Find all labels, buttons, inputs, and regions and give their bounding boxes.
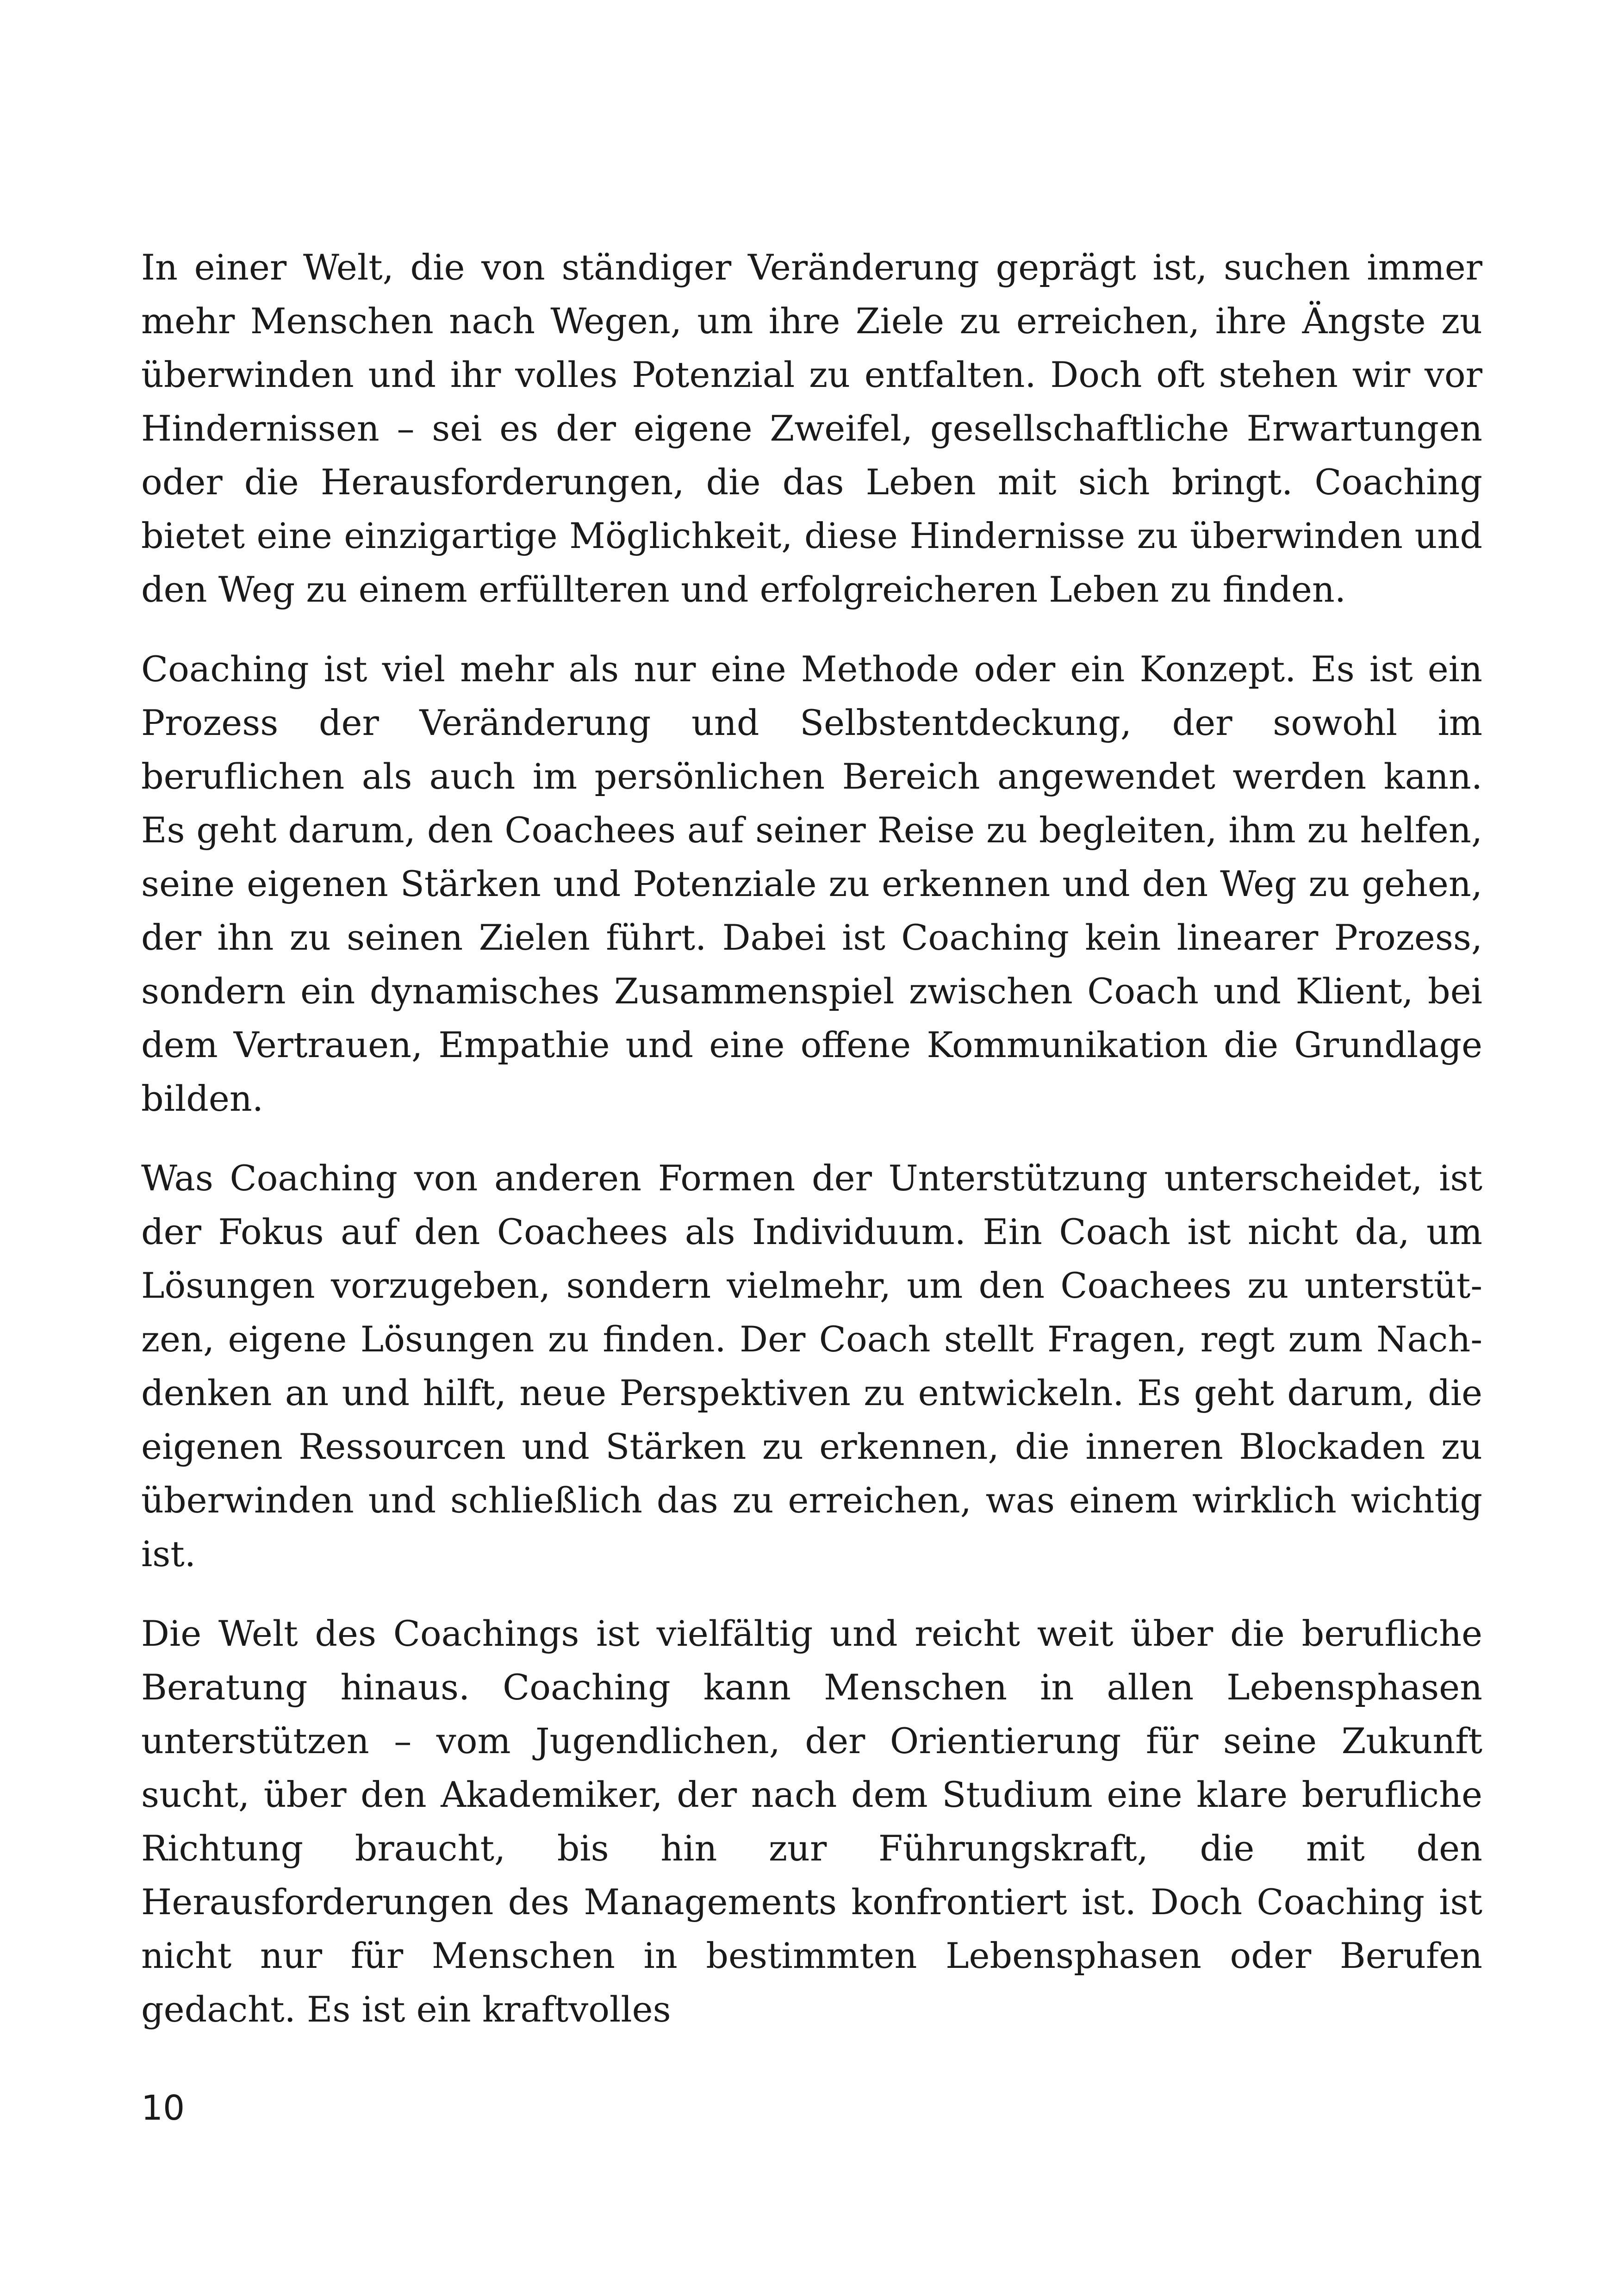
paragraph-2: Coaching ist viel mehr als nur eine Methode oder ein Konzept. Es ist ein Prozess der Veränderung und Selbstentdeckung, der sowohl im beruflichen als auch im persönlichen Bereich angewendet werden kann. Es geht darum, den Coachees auf seiner Reise zu begleiten, ihm zu helfen, seine eigenen Stärken und Potenziale zu erkennen und den Weg zu gehen, der ihn zu seinen Zielen führt. Dabei ist Coaching kein linearer Prozess, sondern ein dynamisches Zusammenspiel zwischen Coach und Klient, bei dem Vertrauen, Empathie und eine offene Kommunikation die Grundlage bilden. xyxy=(141,648,1482,1119)
paragraph-3: Was Coaching von anderen Formen der Unterstützung unterscheidet, ist der Fokus auf den Coachees als Individuum. Ein Coach ist nicht da, um Lösungen vorzugeben, sondern vielmehr, um den Coachees zu unterstützen, eigene Lösungen zu finden. Der Coach stellt Fragen, regt zum Nachdenken an und hilft, neue Perspektiven zu entwickeln. Es geht darum, die eigenen Ressourcen und Stärken zu erkennen, die inneren Blockaden zu überwinden und schließlich das zu erreichen, was einem wirklich wichtig ist. xyxy=(141,1157,1482,1574)
page-number: 10 xyxy=(141,2088,185,2128)
paragraph-4: Die Welt des Coachings ist vielfältig und reicht weit über die berufliche Beratung hinaus. Coaching kann Menschen in allen Lebensphasen unterstützen – vom Jugendlichen, der Orientierung für seine Zukunft sucht, über den Akademiker, der nach dem Studium eine klare berufliche Richtung braucht, bis hin zur Führungskraft, die mit den Herausforderungen des Managements konfrontiert ist. Doch Coaching ist nicht nur für Menschen in bestimmten Lebensphasen oder Berufen gedacht. Es ist ein kraftvolles xyxy=(141,1613,1482,2030)
paragraph-1: In einer Welt, die von ständiger Veränderung geprägt ist, suchen immer mehr Menschen nach Wegen, um ihre Ziele zu erreichen, ihre Ängste zu überwinden und ihr volles Potenzial zu entfalten. Doch oft stehen wir vor Hindernissen – sei es der eigene Zweifel, gesellschaftliche Erwartungen oder die Herausforderungen, die das Leben mit sich bringt. Coaching bietet eine einzigartige Möglichkeit, diese Hindernisse zu überwinden und den Weg zu einem erfüllteren und erfolgreicheren Leben zu finden. xyxy=(141,247,1482,610)
body-text xyxy=(141,241,1482,2062)
